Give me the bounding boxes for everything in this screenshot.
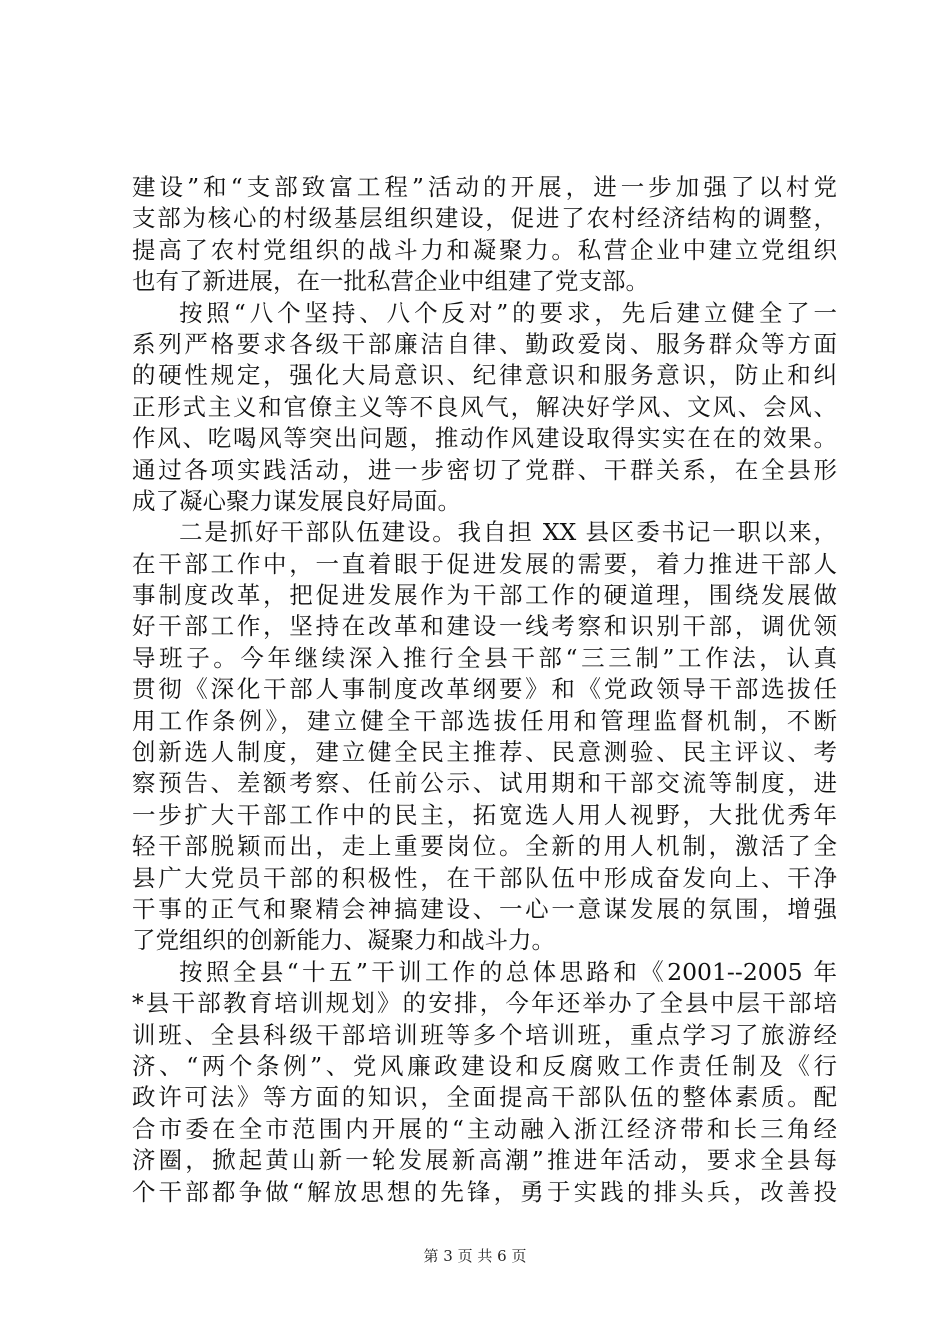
text-line: 一步扩大干部工作中的民主，拓宽选人用人视野，大批优秀年 (132, 800, 837, 829)
text-line: 支部为核心的村级基层组织建设，促进了农村经济结构的调整， (132, 204, 837, 233)
text-line: 系列严格要求各级干部廉洁自律、勤政爱岗、服务群众等方面 (132, 329, 837, 358)
text-line: 个干部都争做“解放思想的先锋，勇于实践的排头兵，改善投 (132, 1177, 837, 1206)
text-line: 按照全县“十五”干训工作的总体思路和《2001--2005 年 (179, 957, 837, 986)
text-line: 导班子。今年继续深入推行全县干部“三三制”工作法，认真 (132, 643, 837, 672)
text-line: 通过各项实践活动，进一步密切了党群、干群关系，在全县形 (132, 455, 837, 484)
text-line: 好干部工作，坚持在改革和建设一线考察和识别干部，调优领 (132, 612, 837, 641)
text-line: 按照“八个坚持、八个反对”的要求，先后建立健全了一 (179, 298, 837, 327)
text-line: 政许可法》等方面的知识，全面提高干部队伍的整体素质。配 (132, 1083, 837, 1112)
text-line: 成了凝心聚力谋发展良好局面。 (132, 486, 461, 515)
text-line: 事制度改革，把促进发展作为干部工作的硬道理，围绕发展做 (132, 581, 837, 610)
text-line: 的硬性规定，强化大局意识、纪律意识和服务意识，防止和纠 (132, 361, 837, 390)
text-line: 在干部工作中，一直着眼于促进发展的需要，着力推进干部人 (132, 549, 837, 578)
text-line: 建设”和“支部致富工程”活动的开展，进一步加强了以村党 (132, 173, 837, 201)
text-line: 用工作条例》，建立健全干部选拔任用和管理监督机制，不断 (132, 706, 837, 735)
text-line: 察预告、差额考察、任前公示、试用期和干部交流等制度，进 (132, 769, 837, 798)
text-line: 贯彻《深化干部人事制度改革纲要》和《党政领导干部选拔任 (132, 675, 837, 704)
text-line: 二是抓好干部队伍建设。我自担 XX 县区委书记一职以来， (179, 518, 837, 547)
text-line: 干事的正气和聚精会神搞建设、一心一意谋发展的氛围，增强 (132, 894, 837, 923)
text-line: 作风、吃喝风等突出问题，推动作风建设取得实实在在的效果。 (132, 424, 837, 453)
text-line: 合市委在全市范围内开展的“主动融入浙江经济带和长三角经 (132, 1114, 837, 1143)
text-line: 县广大党员干部的积极性，在干部队伍中形成奋发向上、干净 (132, 863, 837, 892)
text-line: 提高了农村党组织的战斗力和凝聚力。私营企业中建立党组织 (132, 235, 837, 264)
page-footer: 第 3 页 共 6 页 (423, 1247, 527, 1265)
body-text (132, 172, 837, 1208)
text-line: 轻干部脱颖而出，走上重要岗位。全新的用人机制，激活了全 (132, 832, 837, 861)
text-line: 济、“两个条例”、党风廉政建设和反腐败工作责任制及《行 (132, 1051, 837, 1080)
text-line: 训班、全县科级干部培训班等多个培训班，重点学习了旅游经 (132, 1020, 837, 1049)
text-line: 创新选人制度，建立健全民主推荐、民意测验、民主评议、考 (132, 738, 837, 767)
text-line: 正形式主义和官僚主义等不良风气，解决好学风、文风、会风、 (132, 392, 837, 421)
text-line: 了党组织的创新能力、凝聚力和战斗力。 (132, 926, 555, 955)
text-line: 也有了新进展，在一批私营企业中组建了党支部。 (132, 267, 649, 296)
text-line: 济圈，掀起黄山新一轮发展新高潮”推进年活动，要求全县每 (132, 1146, 837, 1175)
text-line: *县干部教育培训规划》的安排，今年还举办了全县中层干部培 (132, 989, 837, 1018)
